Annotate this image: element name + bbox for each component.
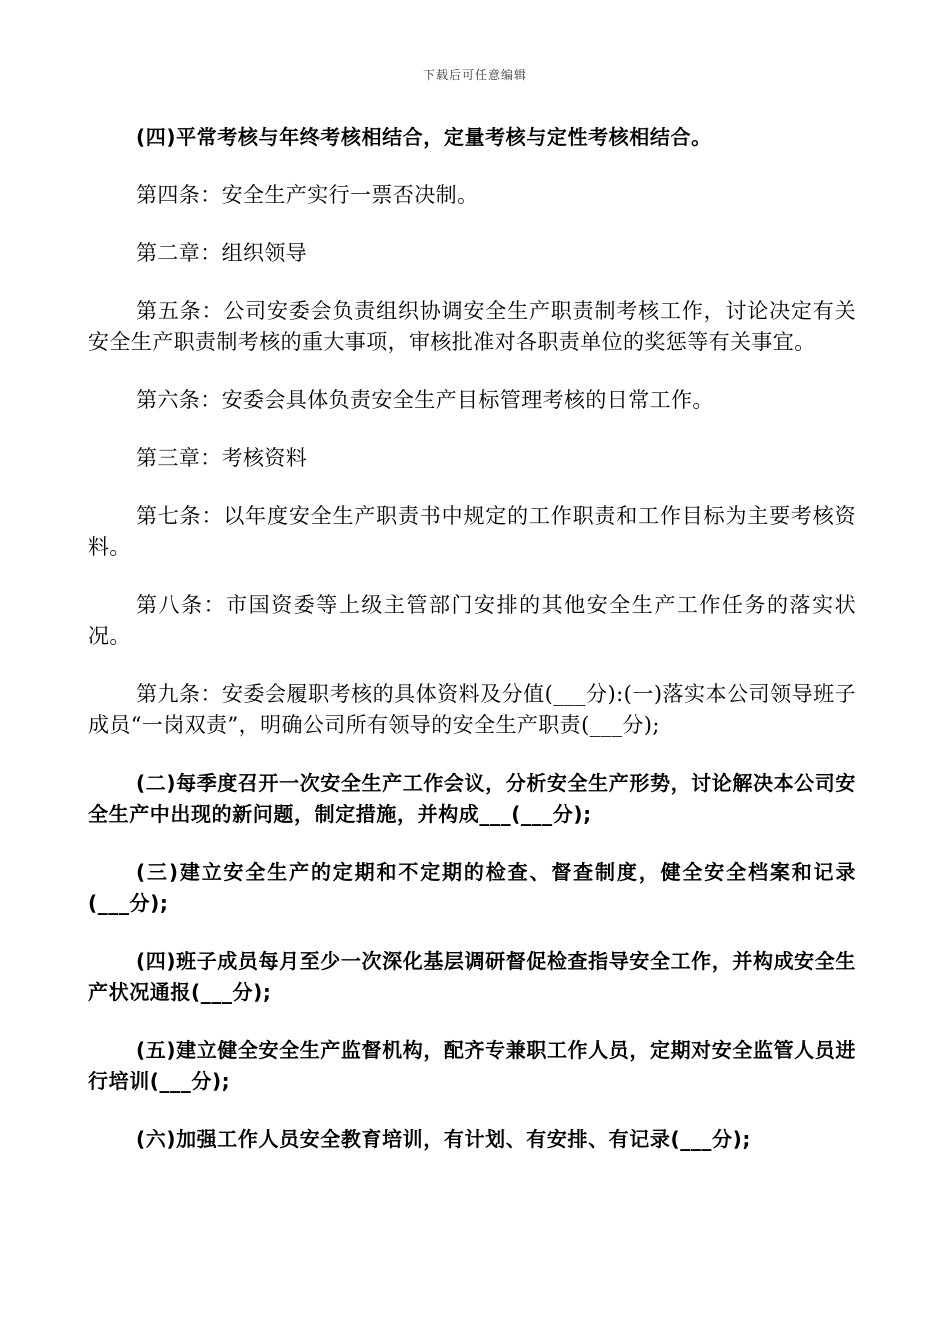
paragraph-3: 第二章：组织领导 — [136, 241, 308, 265]
paragraph-9: 第九条：安委会履职考核的具体资料及分值(___分):(一)落实本公司领导班子成员“一岗双责”，明确公司所有领导的安全生产职责(___分); — [88, 682, 856, 737]
page-header: 下载后可任意编辑 — [422, 68, 527, 82]
paragraph-13: (五)建立健全安全生产监督机构，配齐专兼职工作人员，定期对安全监管人员进行培训(___分); — [88, 1038, 856, 1093]
paragraph-11: (三)建立安全生产的定期和不定期的检查、督查制度，健全安全档案和记录(___分); — [88, 860, 856, 915]
paragraph-4: 第五条：公司安委会负责组织协调安全生产职责制考核工作，讨论决定有关安全生产职责制考核的重大事项，审核批准对各职责单位的奖惩等有关事宜。 — [88, 299, 856, 354]
paragraph-1: (四)平常考核与年终考核相结合，定量考核与定性考核相结合。 — [136, 125, 712, 149]
paragraph-12: (四)班子成员每月至少一次深化基层调研督促检查指导安全工作，并构成安全生产状况通报(___分); — [88, 949, 856, 1004]
paragraph-8: 第八条：市国资委等上级主管部门安排的其他安全生产工作任务的落实状况。 — [88, 593, 856, 648]
document-body — [88, 122, 856, 1182]
paragraph-14: (六)加强工作人员安全教育培训，有计划、有安排、有记录(___分); — [136, 1127, 751, 1151]
paragraph-2: 第四条：安全生产实行一票否决制。 — [136, 183, 479, 207]
paragraph-5: 第六条：安委会具体负责安全生产目标管理考核的日常工作。 — [136, 388, 714, 412]
paragraph-10: (二)每季度召开一次安全生产工作会议，分析安全生产形势，讨论解决本公司安全生产中出现的新问题，制定措施，并构成___(___分); — [88, 771, 856, 826]
paragraph-7: 第七条：以年度安全生产职责书中规定的工作职责和工作目标为主要考核资料。 — [88, 504, 856, 559]
paragraph-6: 第三章：考核资料 — [136, 446, 308, 470]
